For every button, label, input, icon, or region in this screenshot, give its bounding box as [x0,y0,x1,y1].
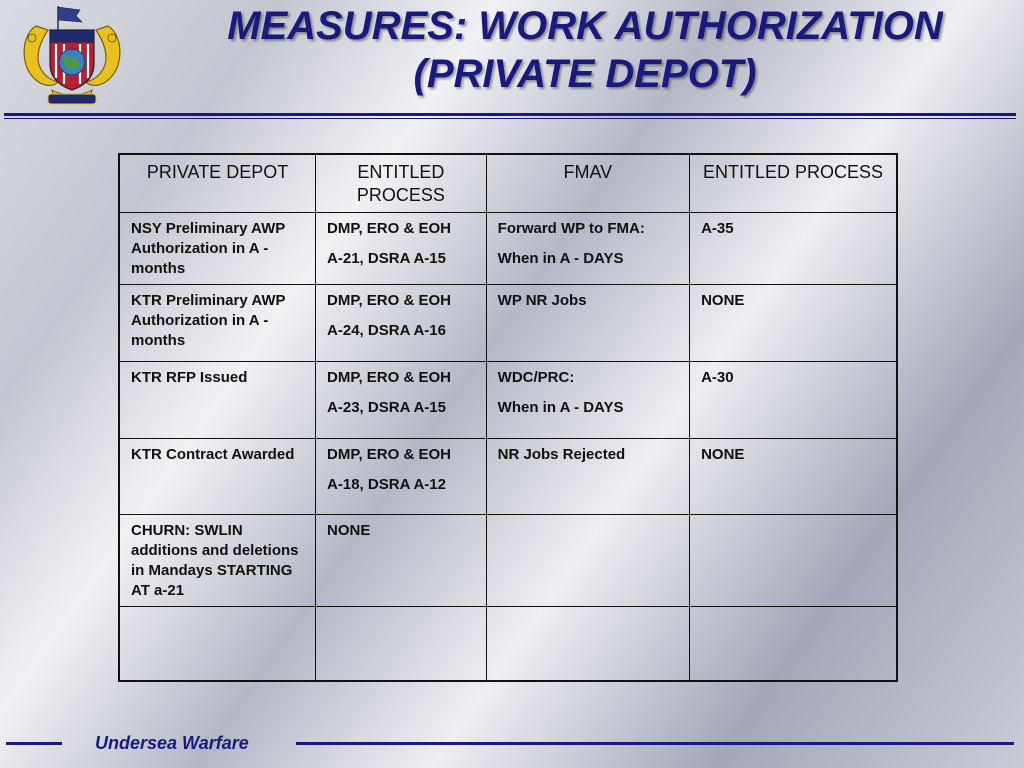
table-row [119,438,897,514]
cell-text-secondary: When in A - DAYS [497,398,624,416]
cell-text: KTR RFP Issued [131,368,248,386]
footer-rule-left [6,742,62,745]
table-cell [119,284,316,361]
table-row [119,361,897,438]
table-cell [316,514,487,606]
table-cell [316,361,487,438]
table-cell [316,212,487,284]
footer-text: Undersea Warfare [95,733,249,753]
cell-text: NONE [701,291,745,309]
cell-text: NR Jobs Rejected [497,445,626,463]
table-cell [316,606,487,681]
cell-text-secondary: A-18, DSRA A-12 [327,475,446,493]
slide-title [150,2,1020,98]
column-header: ENTITLED PROCESS [316,154,487,212]
table-cell [486,514,689,606]
table-cell [690,361,897,438]
table-cell [690,212,897,284]
title-divider-thin [4,118,1016,119]
cell-text: DMP, ERO & EOH [327,219,451,237]
title-line-2: (PRIVATE DEPOT) [413,52,757,96]
table-cell [316,438,487,514]
table-cell [690,438,897,514]
cell-text: NONE [701,445,745,463]
table-cell [119,438,316,514]
table-cell [690,514,897,606]
cell-text: DMP, ERO & EOH [327,445,451,463]
table-cell [690,284,897,361]
table-cell [119,361,316,438]
cell-text-secondary: A-24, DSRA A-16 [327,321,446,339]
title-divider [4,113,1016,116]
column-header: PRIVATE DEPOT [119,154,316,212]
table-cell [690,606,897,681]
cell-text: DMP, ERO & EOH [327,368,451,386]
table-cell [119,514,316,606]
table-cell [119,212,316,284]
footer-rule-right [296,742,1014,745]
table-cell [316,284,487,361]
cell-text: WP NR Jobs [497,291,587,309]
table-header-row [119,154,897,212]
cell-text: WDC/PRC: [497,368,575,386]
table-cell [486,438,689,514]
table-row [119,212,897,284]
cell-text-secondary: A-23, DSRA A-15 [327,398,446,416]
cell-text: A-30 [701,368,734,386]
table-row [119,514,897,606]
cell-text: NSY Preliminary AWP Authorization in A - months [131,219,285,277]
title-line-1: MEASURES: WORK AUTHORIZATION [227,4,943,48]
cell-text: DMP, ERO & EOH [327,291,451,309]
table-row [119,284,897,361]
column-header: FMAV [486,154,689,212]
cell-text: KTR Contract Awarded [131,445,295,463]
table-row [119,606,897,681]
table-cell [119,606,316,681]
cell-text-secondary: When in A - DAYS [497,249,624,267]
table-cell [486,212,689,284]
table-cell [486,284,689,361]
column-header: ENTITLED PROCESS [690,154,897,212]
table-cell [486,361,689,438]
cell-text: A-35 [701,219,734,237]
table-cell [486,606,689,681]
work-authorization-table [118,153,898,682]
cell-text: Forward WP to FMA: [497,219,645,237]
cell-text: KTR Preliminary AWP Authorization in A - months [131,291,286,349]
cell-text-secondary: A-21, DSRA A-15 [327,249,446,267]
cell-text: CHURN: SWLIN additions and deletions in Mandays STARTING AT a-21 [131,521,299,599]
cell-text: NONE [327,521,371,539]
submarine-force-emblem-icon [18,4,126,110]
